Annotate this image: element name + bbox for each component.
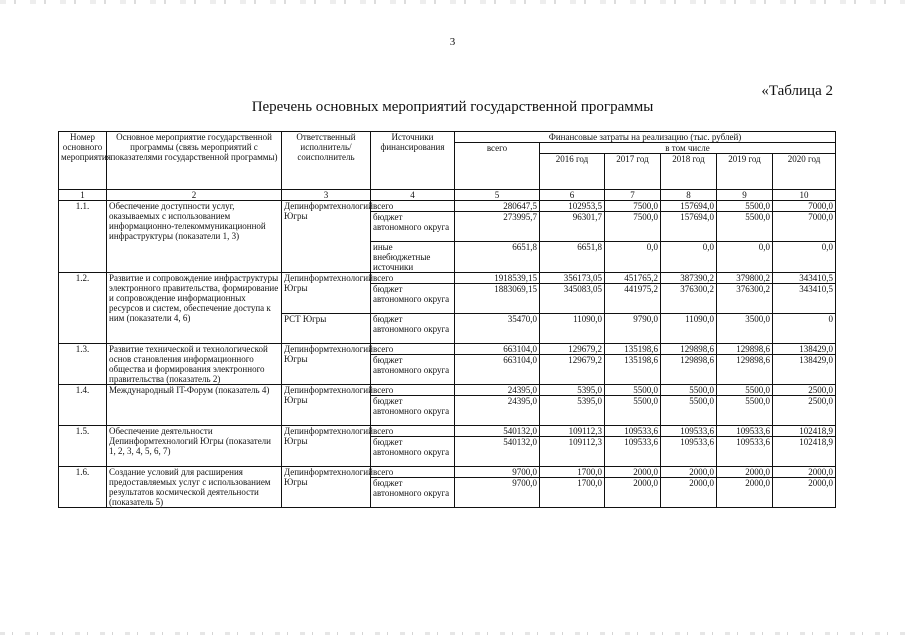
row-value-year: 2500,0 [773, 385, 836, 396]
row-value-year: 2000,0 [661, 467, 717, 478]
header-year: 2016 год [540, 154, 605, 190]
row-value-year: 376300,2 [661, 284, 717, 314]
header-num: Номер основного мероприятия [59, 132, 107, 190]
row-number: 1.2. [59, 273, 107, 344]
table-body [59, 201, 836, 508]
row-value-year: 129679,2 [540, 344, 605, 355]
row-source: всего [371, 201, 455, 212]
row-value-year: 129898,6 [717, 355, 773, 385]
row-value-year: 0,0 [605, 242, 661, 273]
table-row [59, 426, 836, 437]
row-value-year: 0 [773, 314, 836, 344]
row-value-year: 129898,6 [661, 355, 717, 385]
row-source: всего [371, 273, 455, 284]
table-label: «Таблица 2 [761, 83, 833, 99]
column-number: 1 [59, 190, 107, 201]
row-value-year: 451765,2 [605, 273, 661, 284]
row-value-year: 0,0 [773, 242, 836, 273]
row-value-year: 135198,6 [605, 355, 661, 385]
row-value-year: 345083,05 [540, 284, 605, 314]
row-source: бюджет автономного округа [371, 478, 455, 508]
row-value-year: 11090,0 [540, 314, 605, 344]
row-value-year: 109533,6 [661, 437, 717, 467]
row-value-year: 2000,0 [717, 478, 773, 508]
column-number: 8 [661, 190, 717, 201]
row-source: иные внебюджетные источники [371, 242, 455, 273]
row-value-year: 138429,0 [773, 355, 836, 385]
row-value-year: 343410,5 [773, 284, 836, 314]
row-number: 1.5. [59, 426, 107, 467]
row-source: бюджет автономного округа [371, 396, 455, 426]
row-number: 1.3. [59, 344, 107, 385]
row-value-year: 441975,2 [605, 284, 661, 314]
row-value-year: 96301,7 [540, 212, 605, 242]
row-activity: Обеспечение деятельности Депинформтехнологий Югры (показатели 1, 2, 3, 4, 5, 6, 7) [107, 426, 282, 467]
table-header [59, 132, 836, 201]
row-source: всего [371, 426, 455, 437]
row-value-year: 5395,0 [540, 385, 605, 396]
row-value-total: 9700,0 [455, 467, 540, 478]
row-executor: Депинформтехнологий Югры [282, 467, 371, 508]
column-number: 9 [717, 190, 773, 201]
row-value-year: 5500,0 [605, 396, 661, 426]
row-value-total: 6651,8 [455, 242, 540, 273]
scan-artifact-top [0, 0, 905, 4]
column-number: 10 [773, 190, 836, 201]
row-value-year: 5500,0 [661, 396, 717, 426]
row-value-year: 7500,0 [605, 201, 661, 212]
header-finance: Финансовые затраты на реализацию (тыс. рублей) [455, 132, 836, 143]
row-value-year: 376300,2 [717, 284, 773, 314]
row-number: 1.6. [59, 467, 107, 508]
row-value-year: 2000,0 [605, 478, 661, 508]
row-value-year: 2000,0 [717, 467, 773, 478]
header-executor: Ответственный исполнитель/соисполнитель [282, 132, 371, 190]
row-value-year: 2000,0 [773, 467, 836, 478]
header-year: 2019 год [717, 154, 773, 190]
row-source: бюджет автономного округа [371, 284, 455, 314]
row-value-year: 102418,9 [773, 437, 836, 467]
row-value-total: 273995,7 [455, 212, 540, 242]
row-value-year: 109533,6 [661, 426, 717, 437]
row-value-year: 7000,0 [773, 212, 836, 242]
row-value-year: 0,0 [661, 242, 717, 273]
row-value-year: 129898,6 [661, 344, 717, 355]
scan-artifact-bottom [0, 632, 905, 635]
table-row [59, 201, 836, 212]
row-value-year: 5500,0 [605, 385, 661, 396]
page-number: 3 [449, 36, 456, 48]
row-source: всего [371, 385, 455, 396]
header-activity: Основное мероприятие государственной программы (связь мероприятий с показателями государственной программы) [107, 132, 282, 190]
row-value-total: 9700,0 [455, 478, 540, 508]
row-value-year: 1700,0 [540, 467, 605, 478]
activities-table [58, 131, 836, 508]
row-value-total: 540132,0 [455, 426, 540, 437]
row-value-year: 109112,3 [540, 426, 605, 437]
row-source: бюджет автономного округа [371, 314, 455, 344]
row-value-total: 280647,5 [455, 201, 540, 212]
row-value-total: 24395,0 [455, 396, 540, 426]
column-number: 3 [282, 190, 371, 201]
table-row [59, 385, 836, 396]
row-value-total: 24395,0 [455, 385, 540, 396]
row-activity: Создание условий для расширения предоставляемых услуг с использованием результатов космической деятельности (показатель 5) [107, 467, 282, 508]
row-executor: Депинформтехнологий Югры [282, 201, 371, 273]
row-source: бюджет автономного округа [371, 355, 455, 385]
row-value-year: 157694,0 [661, 212, 717, 242]
column-number: 4 [371, 190, 455, 201]
column-number: 6 [540, 190, 605, 201]
row-value-year: 5500,0 [717, 212, 773, 242]
row-value-year: 135198,6 [605, 344, 661, 355]
row-value-year: 129898,6 [717, 344, 773, 355]
row-value-year: 109533,6 [717, 437, 773, 467]
row-value-year: 6651,8 [540, 242, 605, 273]
row-activity: Развитие технической и технологической основ становления информационного общества и формирования электронного правительства (показатель 2) [107, 344, 282, 385]
row-source: бюджет автономного округа [371, 212, 455, 242]
row-value-year: 109112,3 [540, 437, 605, 467]
row-value-year: 5500,0 [717, 201, 773, 212]
row-value-year: 2000,0 [661, 478, 717, 508]
row-value-year: 2000,0 [773, 478, 836, 508]
row-value-year: 356173,05 [540, 273, 605, 284]
row-value-year: 387390,2 [661, 273, 717, 284]
row-value-year: 5500,0 [717, 385, 773, 396]
row-value-total: 1918539,15 [455, 273, 540, 284]
row-value-year: 9790,0 [605, 314, 661, 344]
row-value-year: 2500,0 [773, 396, 836, 426]
column-numbers-row [59, 190, 836, 201]
row-value-year: 109533,6 [605, 437, 661, 467]
row-value-year: 343410,5 [773, 273, 836, 284]
header-source: Источники финансирования [371, 132, 455, 190]
row-value-total: 663104,0 [455, 344, 540, 355]
row-value-year: 129679,2 [540, 355, 605, 385]
table-row [59, 467, 836, 478]
document-title: Перечень основных мероприятий государственной программы [251, 99, 654, 115]
row-activity: Обеспечение доступности услуг, оказываемых с использованием информационно-телекоммуникационной инфраструктуры (показатели 1, 3) [107, 201, 282, 273]
row-value-year: 2000,0 [605, 467, 661, 478]
row-value-year: 3500,0 [717, 314, 773, 344]
header-year: 2020 год [773, 154, 836, 190]
row-executor: Депинформтехнологий Югры [282, 385, 371, 426]
row-value-total: 540132,0 [455, 437, 540, 467]
column-number: 5 [455, 190, 540, 201]
row-source: бюджет автономного округа [371, 437, 455, 467]
column-number: 2 [107, 190, 282, 201]
row-value-year: 5500,0 [661, 385, 717, 396]
row-executor: Депинформтехнологий Югры [282, 426, 371, 467]
row-value-year: 5395,0 [540, 396, 605, 426]
table-row [59, 273, 836, 284]
column-number: 7 [605, 190, 661, 201]
header-year: 2017 год [605, 154, 661, 190]
row-value-year: 7500,0 [605, 212, 661, 242]
row-value-year: 5500,0 [717, 396, 773, 426]
row-activity: Международный IT-Форум (показатель 4) [107, 385, 282, 426]
table-row [59, 344, 836, 355]
row-executor: Депинформтехнологий Югры [282, 273, 371, 314]
row-value-year: 109533,6 [717, 426, 773, 437]
row-number: 1.1. [59, 201, 107, 273]
row-source: всего [371, 467, 455, 478]
row-value-total: 35470,0 [455, 314, 540, 344]
row-value-year: 109533,6 [605, 426, 661, 437]
row-value-year: 102953,5 [540, 201, 605, 212]
header-total: всего [455, 143, 540, 190]
row-value-year: 138429,0 [773, 344, 836, 355]
row-value-total: 1883069,15 [455, 284, 540, 314]
row-executor: РСТ Югры [282, 314, 371, 344]
row-value-year: 102418,9 [773, 426, 836, 437]
row-value-year: 1700,0 [540, 478, 605, 508]
row-value-year: 7000,0 [773, 201, 836, 212]
header-year: 2018 год [661, 154, 717, 190]
row-source: всего [371, 344, 455, 355]
row-executor: Депинформтехнологий Югры [282, 344, 371, 385]
row-value-total: 663104,0 [455, 355, 540, 385]
row-value-year: 11090,0 [661, 314, 717, 344]
row-value-year: 0,0 [717, 242, 773, 273]
row-value-year: 379800,2 [717, 273, 773, 284]
header-incl: в том числе [540, 143, 836, 154]
row-activity: Развитие и сопровождение инфраструктуры электронного правительства, формирование и сопровождение информационных ресурсов и систем, обеспечение доступа к ним (показатели 4, 6) [107, 273, 282, 344]
row-value-year: 157694,0 [661, 201, 717, 212]
row-number: 1.4. [59, 385, 107, 426]
